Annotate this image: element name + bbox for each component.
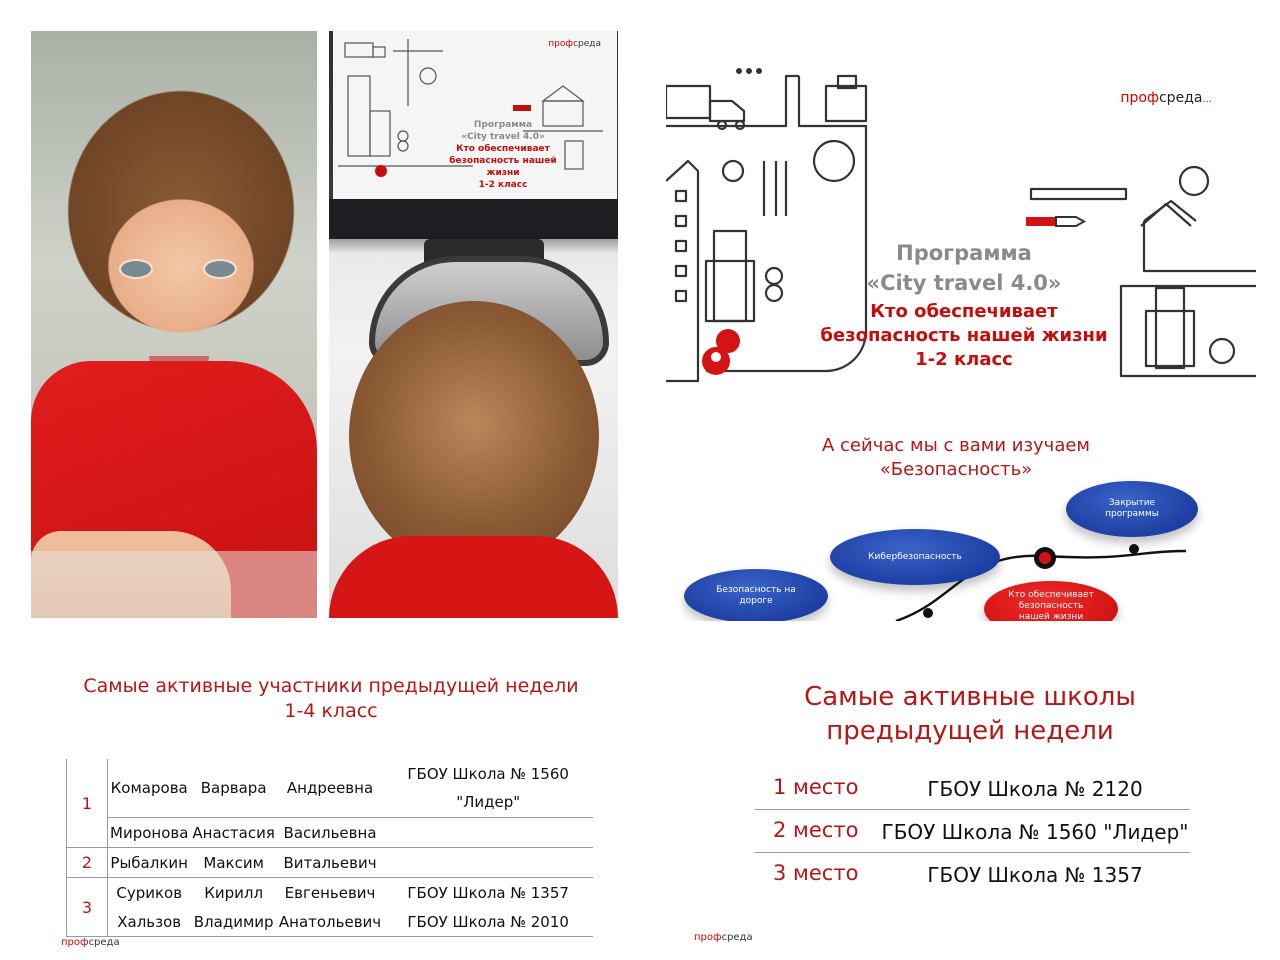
school-cell: [383, 818, 593, 848]
school-cell: [383, 759, 593, 818]
school-cell: ГБОУ Школа № 1357: [407, 883, 569, 902]
place-number: 2: [67, 848, 108, 878]
program-label: Программа: [896, 241, 1032, 265]
schools-title-line2: предыдущей недели: [826, 716, 1114, 746]
curly-hair: [349, 301, 599, 571]
brand-black-part: среда: [573, 39, 601, 49]
schools-title-line1: Самые активные школы: [804, 682, 1136, 712]
roadmap-step-cyber: [830, 529, 1000, 585]
right-eye: [203, 259, 237, 279]
roadmap-step-label: Безопасность на дороге: [716, 585, 796, 606]
surname-cell: Суриков: [108, 878, 191, 908]
subtitle-line2: безопасность нашей жизни: [449, 156, 557, 178]
roadmap-step-label: Кибербезопасность: [868, 551, 962, 562]
schools-slide: [650, 645, 1260, 945]
monitor-bezel: [329, 199, 618, 239]
school-line1: ГБОУ Школа № 1560: [407, 765, 569, 783]
study-line1: А сейчас мы с вами изучаем: [822, 435, 1090, 456]
place-number: 1: [67, 759, 108, 848]
grade-label: 1-2 класс: [478, 180, 528, 190]
school-cell: ГБОУ Школа № 2010: [383, 907, 593, 937]
subtitle-line1: Кто обеспечивает: [456, 144, 550, 154]
name-cell: Анастасия: [190, 818, 276, 848]
place-row-3: [755, 853, 1190, 895]
table-surface: [31, 551, 317, 618]
brand-red-part: проф: [1120, 90, 1159, 106]
monitor-screen: [333, 31, 617, 199]
surname-cell: Хальзов: [108, 907, 191, 937]
patronymic-cell: Анатольевич: [277, 907, 383, 937]
school-cell: [383, 848, 593, 878]
left-eye: [119, 259, 153, 279]
place-school: ГБОУ Школа № 1560 "Лидер": [881, 820, 1189, 844]
name-cell: Максим: [190, 848, 276, 878]
participants-grade: 1-4 класс: [284, 700, 378, 722]
participants-title: Самые активные участники предыдущей недели: [83, 675, 579, 697]
schools-footer-brand: [694, 932, 753, 943]
participants-slide: [31, 645, 621, 948]
program-slide: [666, 31, 1256, 621]
patronymic-cell: Евгеньевич: [284, 883, 376, 902]
child-face-photo: [31, 31, 317, 618]
table-row: [67, 878, 594, 908]
red-shirt-back: [329, 536, 618, 618]
monitor-slide-title: [433, 119, 573, 191]
place-label: 1 место: [773, 775, 859, 799]
place-row-1: [755, 767, 1190, 810]
roadmap-step-label: Закрытие программы: [1105, 498, 1159, 519]
program-name: «City travel 4.0»: [461, 132, 545, 142]
patronymic-cell: Андреевна: [277, 759, 383, 818]
surname-cell: Комарова: [108, 759, 191, 818]
roadmap-step-road-safety: [684, 569, 828, 621]
monitor-brand: [548, 39, 601, 49]
surname-cell: Миронова: [108, 818, 191, 848]
brand-dots: ...: [1202, 94, 1212, 105]
brand-black-part: среда: [1158, 90, 1203, 106]
surname-cell: Рыбалкин: [108, 848, 191, 878]
patronymic-cell: Васильевна: [277, 818, 383, 848]
participants-table: [66, 759, 593, 937]
program-name: «City travel 4.0»: [866, 271, 1062, 295]
table-row: [67, 848, 594, 878]
place-row-2: [755, 810, 1190, 853]
place-school: ГБОУ Школа № 2120: [927, 777, 1143, 801]
brand-black-part: среда: [721, 932, 753, 943]
child-at-computer-photo: [329, 31, 618, 618]
place-school: ГБОУ Школа № 1357: [927, 863, 1143, 887]
school-line2: "Лидер": [456, 793, 521, 811]
name-cell: Кирилл: [204, 883, 264, 902]
participants-footer-brand: [61, 937, 120, 948]
table-row: [67, 907, 594, 937]
table-row: [67, 759, 594, 818]
table-row: [67, 818, 594, 848]
profsreda-logo: [1120, 90, 1212, 106]
roadmap-step-label: Кто обеспечивает безопасность нашей жизни: [1008, 589, 1094, 621]
name-cell: Владимир: [190, 907, 276, 937]
place-label: 3 место: [773, 861, 859, 885]
brand-red-part: проф: [61, 937, 89, 948]
brand-red-part: проф: [694, 932, 722, 943]
name-cell: Варвара: [190, 759, 276, 818]
roadmap-step-closing: [1066, 481, 1198, 537]
place-label: 2 место: [773, 818, 859, 842]
subtitle-line2: безопасность нашей жизни: [820, 325, 1108, 346]
study-line2: «Безопасность»: [879, 459, 1033, 480]
place-number: 3: [67, 878, 108, 937]
brand-red-part: проф: [548, 39, 574, 49]
patronymic-cell: Витальевич: [277, 848, 383, 878]
brand-black-part: среда: [88, 937, 120, 948]
program-label: Программа: [473, 120, 533, 130]
subtitle-line1: Кто обеспечивает: [870, 301, 1058, 322]
grade-label: 1-2 класс: [915, 349, 1013, 370]
